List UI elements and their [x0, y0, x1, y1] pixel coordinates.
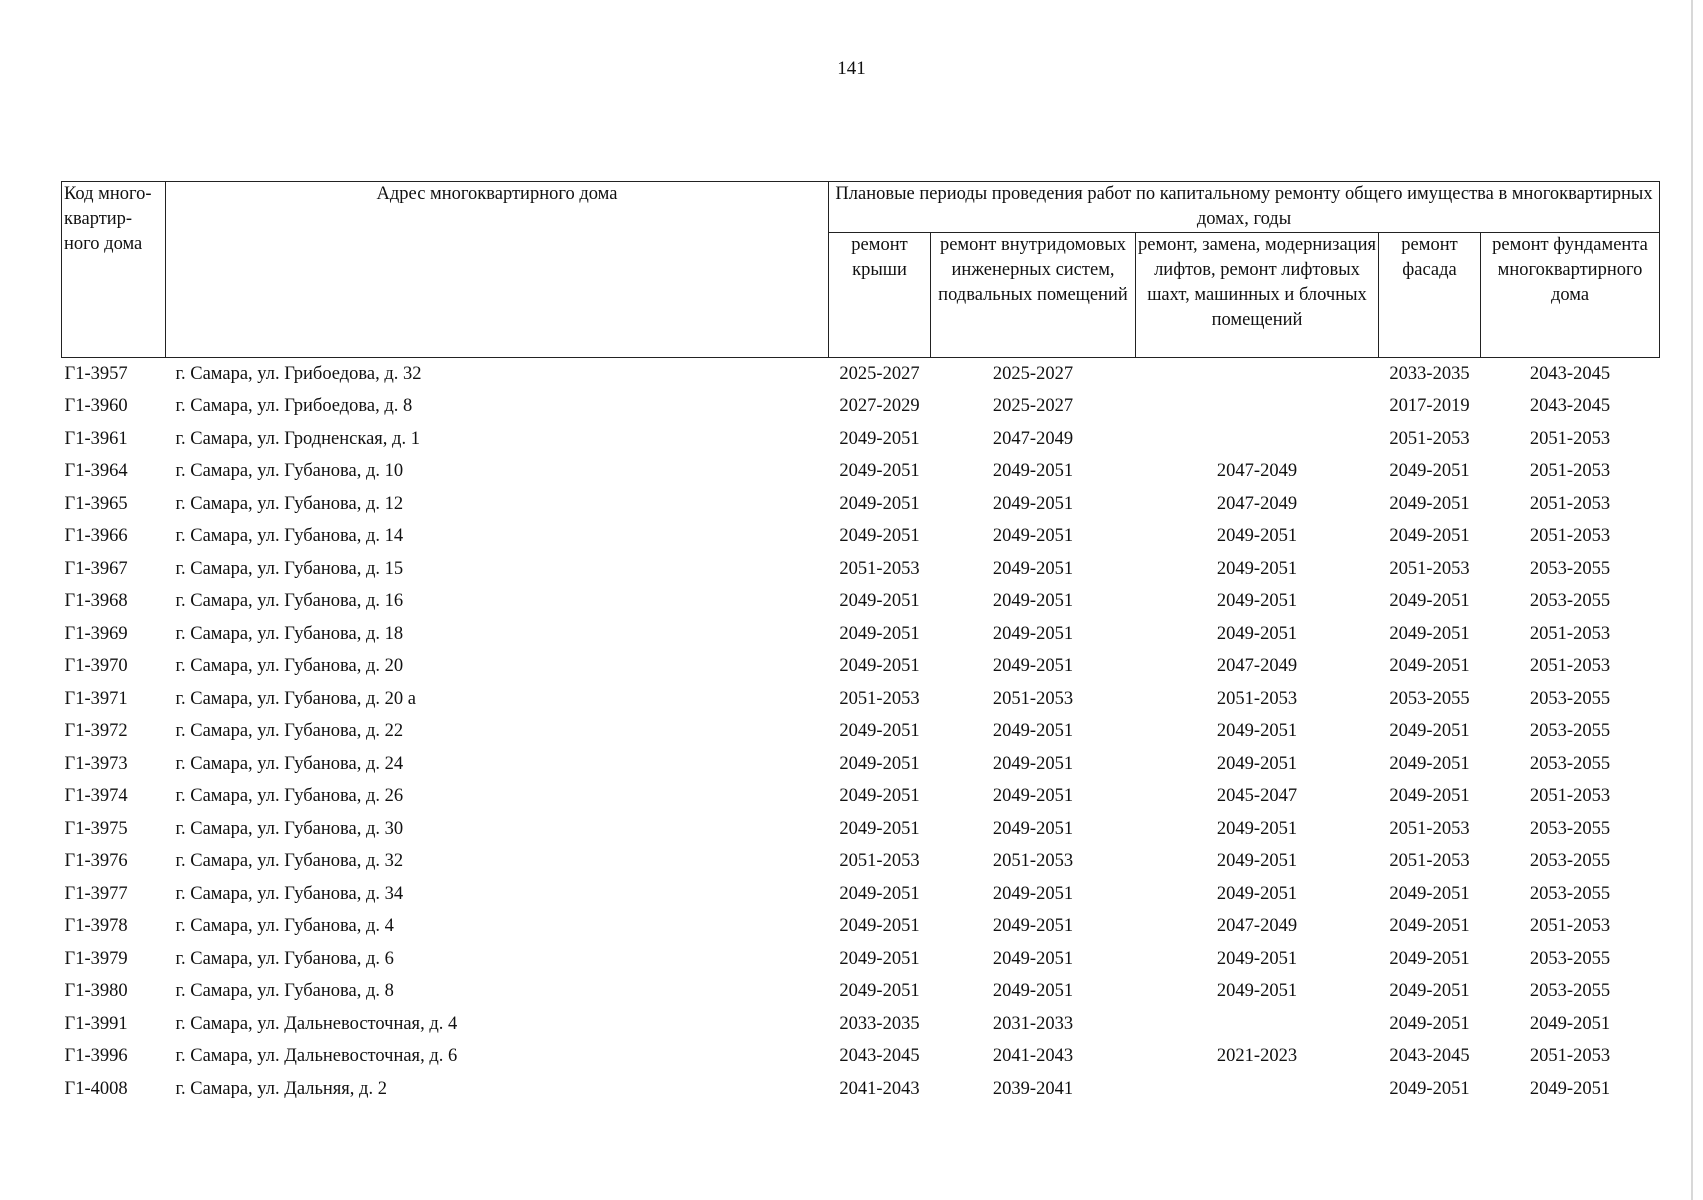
- engineering-period: 2051-2053: [992, 688, 1074, 709]
- engineering-period: 2049-2051: [992, 948, 1074, 969]
- header-roof: ремонт крыши: [829, 233, 931, 358]
- lifts-period: 2049-2051: [1216, 526, 1298, 547]
- roof-period: 2049-2051: [839, 461, 920, 482]
- table-row: [62, 488, 1660, 521]
- facade-period: 2049-2051: [1389, 786, 1470, 807]
- lifts-period: 2049-2051: [1216, 818, 1298, 839]
- foundation-period: 2043-2045: [1529, 363, 1611, 384]
- foundation-period: 2043-2045: [1529, 396, 1611, 417]
- house-code: Г1-3968: [64, 591, 128, 612]
- roof-period: 2049-2051: [839, 591, 920, 612]
- house-code: Г1-3970: [64, 656, 128, 677]
- lifts-period: 2049-2051: [1216, 591, 1298, 612]
- house-address: г. Самара, ул. Губанова, д. 22: [175, 721, 404, 742]
- house-address: г. Самара, ул. Дальняя, д. 2: [175, 1078, 387, 1099]
- engineering-period: 2049-2051: [992, 916, 1074, 937]
- house-code: Г1-3974: [64, 786, 128, 807]
- house-code: Г1-3980: [64, 981, 128, 1002]
- table-header: [62, 182, 1660, 358]
- foundation-period: 2053-2055: [1529, 591, 1611, 612]
- roof-period: 2049-2051: [839, 786, 920, 807]
- house-code: Г1-3991: [64, 1013, 128, 1034]
- engineering-period: 2049-2051: [992, 623, 1074, 644]
- lifts-period: [1136, 1073, 1379, 1106]
- roof-period: 2049-2051: [839, 721, 920, 742]
- table-row: [62, 391, 1660, 424]
- table-row: [62, 878, 1660, 911]
- header-code: Код много-квартир-ного дома: [62, 182, 166, 358]
- facade-period: 2053-2055: [1389, 688, 1470, 709]
- page-number: 141: [837, 58, 866, 79]
- foundation-period: 2051-2053: [1529, 493, 1611, 514]
- lifts-period: 2045-2047: [1216, 786, 1298, 807]
- table-row: [62, 423, 1660, 456]
- house-code: Г1-3966: [64, 526, 128, 547]
- foundation-period: 2053-2055: [1529, 981, 1611, 1002]
- facade-period: 2051-2053: [1389, 558, 1470, 579]
- foundation-period: 2051-2053: [1529, 786, 1611, 807]
- table-row: [62, 456, 1660, 489]
- table-row: [62, 1041, 1660, 1074]
- engineering-period: 2041-2043: [992, 1046, 1074, 1067]
- engineering-period: 2049-2051: [992, 786, 1074, 807]
- engineering-period: 2049-2051: [992, 721, 1074, 742]
- engineering-period: 2051-2053: [992, 851, 1074, 872]
- engineering-period: 2049-2051: [992, 818, 1074, 839]
- house-address: г. Самара, ул. Губанова, д. 8: [175, 981, 394, 1002]
- lifts-period: 2049-2051: [1216, 753, 1298, 774]
- foundation-period: 2049-2051: [1529, 1013, 1611, 1034]
- engineering-period: 2049-2051: [992, 526, 1074, 547]
- engineering-period: 2049-2051: [992, 493, 1074, 514]
- house-code: Г1-3967: [64, 558, 128, 579]
- roof-period: 2051-2053: [839, 558, 920, 579]
- lifts-period: 2049-2051: [1216, 558, 1298, 579]
- engineering-period: 2049-2051: [992, 656, 1074, 677]
- house-address: г. Самара, ул. Гродненская, д. 1: [175, 428, 420, 449]
- foundation-period: 2053-2055: [1529, 721, 1611, 742]
- house-address: г. Самара, ул. Губанова, д. 15: [175, 558, 404, 579]
- table-row: [62, 716, 1660, 749]
- facade-period: 2049-2051: [1389, 1078, 1470, 1099]
- engineering-period: 2025-2027: [992, 363, 1074, 384]
- page-edge-line: [1691, 0, 1693, 1200]
- foundation-period: 2051-2053: [1529, 461, 1611, 482]
- foundation-period: 2053-2055: [1529, 883, 1611, 904]
- house-address: г. Самара, ул. Губанова, д. 12: [175, 493, 404, 514]
- house-address: г. Самара, ул. Грибоедова, д. 8: [175, 396, 413, 417]
- house-address: г. Самара, ул. Дальневосточная, д. 4: [175, 1013, 458, 1034]
- lifts-period: 2049-2051: [1216, 948, 1298, 969]
- table-row: [62, 618, 1660, 651]
- house-address: г. Самара, ул. Губанова, д. 16: [175, 591, 404, 612]
- foundation-period: 2053-2055: [1529, 558, 1611, 579]
- table-row: [62, 911, 1660, 944]
- facade-period: 2051-2053: [1389, 818, 1470, 839]
- house-code: Г1-3971: [64, 688, 128, 709]
- roof-period: 2041-2043: [839, 1078, 920, 1099]
- facade-period: 2043-2045: [1389, 1046, 1470, 1067]
- facade-period: 2049-2051: [1389, 591, 1470, 612]
- table-row: [62, 943, 1660, 976]
- lifts-period: 2021-2023: [1216, 1046, 1298, 1067]
- roof-period: 2051-2053: [839, 851, 920, 872]
- table-row: [62, 1073, 1660, 1106]
- header-engineering: ремонт внутридомовых инженерных систем, подвальных помещений: [931, 233, 1136, 358]
- engineering-period: 2039-2041: [992, 1078, 1074, 1099]
- header-planned-periods: Плановые периоды проведения работ по капитальному ремонту общего имущества в многоквартирных домах, годы: [829, 182, 1660, 233]
- engineering-period: 2049-2051: [992, 591, 1074, 612]
- facade-period: 2049-2051: [1389, 948, 1470, 969]
- roof-period: 2049-2051: [839, 493, 920, 514]
- engineering-period: 2049-2051: [992, 753, 1074, 774]
- facade-period: 2049-2051: [1389, 753, 1470, 774]
- house-code: Г1-3978: [64, 916, 128, 937]
- facade-period: 2049-2051: [1389, 883, 1470, 904]
- roof-period: 2049-2051: [839, 818, 920, 839]
- house-address: г. Самара, ул. Губанова, д. 14: [175, 526, 404, 547]
- roof-period: 2027-2029: [839, 396, 920, 417]
- engineering-period: 2049-2051: [992, 981, 1074, 1002]
- header-address: Адрес многоквартирного дома: [166, 182, 829, 358]
- table-body: [62, 358, 1660, 1106]
- foundation-period: 2051-2053: [1529, 656, 1611, 677]
- foundation-period: 2053-2055: [1529, 948, 1611, 969]
- house-code: Г1-3976: [64, 851, 128, 872]
- table-row: [62, 521, 1660, 554]
- roof-period: 2049-2051: [839, 948, 920, 969]
- house-address: г. Самара, ул. Губанова, д. 32: [175, 851, 404, 872]
- table-row: [62, 683, 1660, 716]
- lifts-period: 2047-2049: [1216, 916, 1298, 937]
- lifts-period: [1136, 1008, 1379, 1041]
- facade-period: 2049-2051: [1389, 981, 1470, 1002]
- roof-period: 2049-2051: [839, 753, 920, 774]
- foundation-period: 2053-2055: [1529, 688, 1611, 709]
- roof-period: 2049-2051: [839, 656, 920, 677]
- lifts-period: 2049-2051: [1216, 721, 1298, 742]
- lifts-period: 2049-2051: [1216, 981, 1298, 1002]
- house-code: Г1-3996: [64, 1046, 128, 1067]
- house-code: Г1-4008: [64, 1078, 128, 1099]
- repair-schedule-table: [61, 181, 1660, 1106]
- house-address: г. Самара, ул. Губанова, д. 6: [175, 948, 394, 969]
- foundation-period: 2053-2055: [1529, 851, 1611, 872]
- foundation-period: 2051-2053: [1529, 623, 1611, 644]
- house-address: г. Самара, ул. Губанова, д. 20 а: [175, 688, 416, 709]
- lifts-period: [1136, 391, 1379, 424]
- house-address: г. Самара, ул. Губанова, д. 30: [175, 818, 404, 839]
- table-row: [62, 358, 1660, 391]
- table-row: [62, 1008, 1660, 1041]
- house-address: г. Самара, ул. Губанова, д. 18: [175, 623, 404, 644]
- table-row: [62, 586, 1660, 619]
- house-address: г. Самара, ул. Губанова, д. 10: [175, 461, 404, 482]
- house-code: Г1-3961: [64, 428, 128, 449]
- engineering-period: 2049-2051: [992, 883, 1074, 904]
- house-code: Г1-3979: [64, 948, 128, 969]
- table-row: [62, 553, 1660, 586]
- house-address: г. Самара, ул. Губанова, д. 20: [175, 656, 404, 677]
- house-address: г. Самара, ул. Губанова, д. 34: [175, 883, 404, 904]
- roof-period: 2049-2051: [839, 883, 920, 904]
- foundation-period: 2051-2053: [1529, 916, 1611, 937]
- foundation-period: 2049-2051: [1529, 1078, 1611, 1099]
- engineering-period: 2031-2033: [992, 1013, 1074, 1034]
- table-row: [62, 651, 1660, 684]
- lifts-period: 2051-2053: [1216, 688, 1298, 709]
- foundation-period: 2051-2053: [1529, 428, 1611, 449]
- foundation-period: 2053-2055: [1529, 818, 1611, 839]
- engineering-period: 2049-2051: [992, 461, 1074, 482]
- lifts-period: 2049-2051: [1216, 623, 1298, 644]
- house-code: Г1-3975: [64, 818, 128, 839]
- house-code: Г1-3960: [64, 396, 128, 417]
- engineering-period: 2047-2049: [992, 428, 1074, 449]
- house-code: Г1-3977: [64, 883, 128, 904]
- roof-period: 2043-2045: [839, 1046, 920, 1067]
- house-address: г. Самара, ул. Губанова, д. 26: [175, 786, 404, 807]
- facade-period: 2049-2051: [1389, 916, 1470, 937]
- table-row: [62, 813, 1660, 846]
- house-address: г. Самара, ул. Грибоедова, д. 32: [175, 363, 422, 384]
- facade-period: 2049-2051: [1389, 493, 1470, 514]
- lifts-period: 2047-2049: [1216, 461, 1298, 482]
- header-lifts: ремонт, замена, модернизация лифтов, ремонт лифтовых шахт, машинных и блочных помещений: [1136, 233, 1379, 358]
- table-row: [62, 846, 1660, 879]
- roof-period: 2049-2051: [839, 981, 920, 1002]
- roof-period: 2049-2051: [839, 916, 920, 937]
- engineering-period: 2049-2051: [992, 558, 1074, 579]
- house-address: г. Самара, ул. Губанова, д. 4: [175, 916, 394, 937]
- table-row: [62, 781, 1660, 814]
- roof-period: 2051-2053: [839, 688, 920, 709]
- facade-period: 2049-2051: [1389, 623, 1470, 644]
- foundation-period: 2051-2053: [1529, 526, 1611, 547]
- facade-period: 2017-2019: [1389, 396, 1470, 417]
- roof-period: 2025-2027: [839, 363, 920, 384]
- facade-period: 2049-2051: [1389, 656, 1470, 677]
- table-row: [62, 976, 1660, 1009]
- house-code: Г1-3964: [64, 461, 128, 482]
- facade-period: 2049-2051: [1389, 526, 1470, 547]
- lifts-period: 2049-2051: [1216, 883, 1298, 904]
- house-code: Г1-3957: [64, 363, 128, 384]
- facade-period: 2049-2051: [1389, 461, 1470, 482]
- facade-period: 2049-2051: [1389, 721, 1470, 742]
- facade-period: 2051-2053: [1389, 428, 1470, 449]
- roof-period: 2049-2051: [839, 526, 920, 547]
- roof-period: 2049-2051: [839, 428, 920, 449]
- house-address: г. Самара, ул. Дальневосточная, д. 6: [175, 1046, 458, 1067]
- facade-period: 2033-2035: [1389, 363, 1470, 384]
- facade-period: 2051-2053: [1389, 851, 1470, 872]
- house-code: Г1-3969: [64, 623, 128, 644]
- lifts-period: [1136, 423, 1379, 456]
- table-row: [62, 748, 1660, 781]
- house-code: Г1-3972: [64, 721, 128, 742]
- house-code: Г1-3973: [64, 753, 128, 774]
- header-foundation: ремонт фундамента многоквартирного дома: [1481, 233, 1660, 358]
- facade-period: 2049-2051: [1389, 1013, 1470, 1034]
- house-code: Г1-3965: [64, 493, 128, 514]
- roof-period: 2033-2035: [839, 1013, 920, 1034]
- foundation-period: 2051-2053: [1529, 1046, 1611, 1067]
- lifts-period: [1136, 358, 1379, 391]
- lifts-period: 2047-2049: [1216, 493, 1298, 514]
- lifts-period: 2049-2051: [1216, 851, 1298, 872]
- header-facade: ремонт фасада: [1379, 233, 1481, 358]
- house-address: г. Самара, ул. Губанова, д. 24: [175, 753, 404, 774]
- foundation-period: 2053-2055: [1529, 753, 1611, 774]
- engineering-period: 2025-2027: [992, 396, 1074, 417]
- roof-period: 2049-2051: [839, 623, 920, 644]
- lifts-period: 2047-2049: [1216, 656, 1298, 677]
